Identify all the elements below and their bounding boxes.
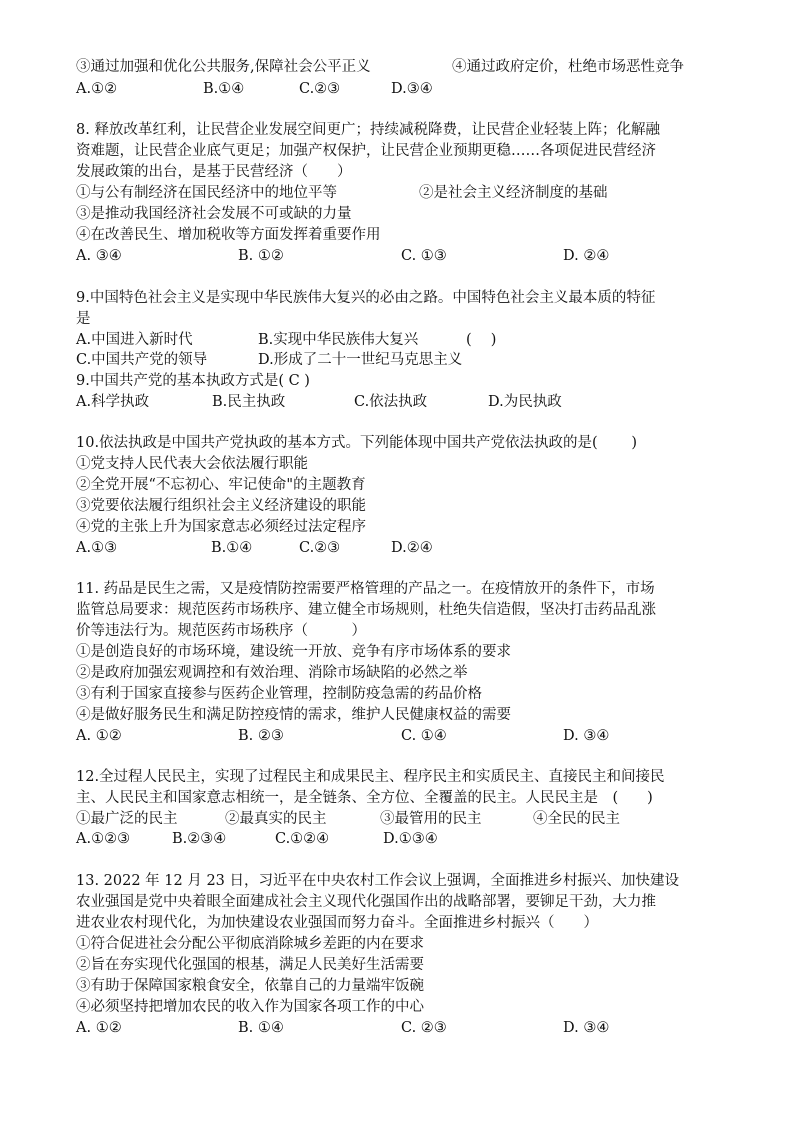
statement-1: ①党支持人民代表大会依法履行职能 xyxy=(76,456,308,472)
statement-2: ②是社会主义经济制度的基础 xyxy=(419,185,608,201)
option-c: C.中国共产党的领导 xyxy=(76,352,208,368)
option-a: A. ③④ xyxy=(76,248,122,264)
option-c: C.①②④ xyxy=(275,831,330,847)
statement-4: ④在改善民生、增加税收等方面发挥着重要作用 xyxy=(76,227,381,243)
question-12-stem: 12.全过程人民民主，实现了过程民主和成果民主、程序民主和实质民主、直接民主和间接民 xyxy=(76,769,665,785)
option-a: A.科学执政 xyxy=(76,394,150,410)
statement-1: ①符合促进社会分配公平彻底消除城乡差距的内在要求 xyxy=(76,936,424,952)
option-d: D.②④ xyxy=(391,540,433,556)
option-b: B. ②③ xyxy=(238,728,284,744)
option-d: D.为民执政 xyxy=(488,394,562,410)
statement-1: ①最广泛的民主 xyxy=(76,811,178,827)
statement-3: ③最管用的民主 xyxy=(380,811,482,827)
statement-3: ③是推动我国经济社会发展不可或缺的力量 xyxy=(76,206,352,222)
question-8-stem: 8. 释放改革红利，让民营企业发展空间更广；持续减税降费，让民营企业轻装上阵；化解融 xyxy=(76,122,660,138)
question-13-stem: 进农业农村现代化，为加快建设农业强国而努力奋斗。全面推进乡村振兴（ ） xyxy=(76,915,598,931)
question-8-stem: 资难题，让民营企业底气更足；加强产权保护，让民营企业预期更稳……各项促进民营经济 xyxy=(76,143,656,159)
option-d: D.①③④ xyxy=(383,831,438,847)
statement-4: ④通过政府定价，杜绝市场恶性竞争 xyxy=(452,59,684,75)
statement-1: ①是创造良好的市场环境，建设统一开放、竞争有序市场体系的要求 xyxy=(76,644,511,660)
option-b: B.实现中华民族伟大复兴 xyxy=(258,332,419,348)
question-12-stem: 主、人民民主和国家意志相统一，是全链条、全方位、全覆盖的民主。人民民主是 ( ) xyxy=(76,790,653,806)
question-13-stem: 农业强国是党中央着眼全面建成社会主义现代化强国作出的战略部署，要铆足干劲，大力推 xyxy=(76,894,656,910)
option-a: A.①③ xyxy=(76,540,118,556)
statement-3: ③有利于国家直接参与医药企业管理，控制防疫急需的药品价格 xyxy=(76,686,482,702)
option-c: C.②③ xyxy=(299,540,341,556)
question-10-stem: 10.依法执政是中国共产党执政的基本方式。下列能体现中国共产党依法执政的是( ) xyxy=(76,435,637,451)
question-9-stem: 9.中国特色社会主义是实现中华民族伟大复兴的必由之路。中国特色社会主义最本质的特征 xyxy=(76,290,656,306)
option-c: C. ②③ xyxy=(401,1020,447,1036)
statement-4: ④全民的民主 xyxy=(533,811,620,827)
statement-2: ②是政府加强宏观调控和有效治理、消除市场缺陷的必然之举 xyxy=(76,665,468,681)
option-a: A.中国进入新时代 xyxy=(76,332,193,348)
option-b: B. ①④ xyxy=(238,1020,284,1036)
question-11-stem: 监管总局要求：规范医药市场秩序、建立健全市场规则，杜绝失信造假，坚决打击药品乱涨 xyxy=(76,602,656,618)
option-b: B.①④ xyxy=(211,540,253,556)
option-b: B.②③④ xyxy=(172,831,227,847)
option-d: D. ②④ xyxy=(563,248,610,264)
option-c: C.②③ xyxy=(299,81,341,97)
option-b: B. ①② xyxy=(238,248,284,264)
statement-3: ③党要依法履行组织社会主义经济建设的职能 xyxy=(76,498,366,514)
statement-2: ②旨在夯实现代化强国的根基，满足人民美好生活需要 xyxy=(76,957,424,973)
statement-3: ③有助于保障国家粮食安全，依靠自己的力量端牢饭碗 xyxy=(76,978,424,994)
question-11-stem: 11. 药品是民生之需，又是疫情防控需要严格管理的产品之一。在疫情放开的条件下，市场 xyxy=(76,581,655,597)
statement-3: ③通过加强和优化公共服务,保障社会公平正义 xyxy=(76,59,371,75)
option-a: A. ①② xyxy=(76,1020,122,1036)
statement-4: ④必须坚持把增加农民的收入作为国家各项工作的中心 xyxy=(76,999,424,1015)
statement-4: ④是做好服务民生和满足防控疫情的需求，维护人民健康权益的需要 xyxy=(76,707,511,723)
question-8-stem: 发展政策的出台，是基于民营经济（ ） xyxy=(76,164,352,180)
option-a: A. ①② xyxy=(76,728,122,744)
option-d: D. ③④ xyxy=(563,728,610,744)
option-d: D. ③④ xyxy=(563,1020,610,1036)
option-d: D.③④ xyxy=(391,81,433,97)
statement-1: ①与公有制经济在国民经济中的地位平等 xyxy=(76,185,337,201)
question-13-stem: 13. 2022 年 12 月 23 日，习近平在中央农村工作会议上强调，全面推进乡村振兴、加快建设 xyxy=(76,873,680,889)
statement-4: ④党的主张上升为国家意志必须经过法定程序 xyxy=(76,519,366,535)
option-c: C.依法执政 xyxy=(354,394,428,410)
option-b: B.民主执政 xyxy=(212,394,286,410)
answer-parentheses: ( ) xyxy=(466,332,497,348)
statement-2: ②最真实的民主 xyxy=(225,811,327,827)
question-9-stem: 是 xyxy=(76,311,91,327)
option-c: C. ①③ xyxy=(401,248,447,264)
question-9b-stem: 9.中国共产党的基本执政方式是( C ) xyxy=(76,373,310,389)
question-11-stem: 价等违法行为。规范医药市场秩序（ ） xyxy=(76,623,366,639)
option-a: A.①② xyxy=(76,81,118,97)
statement-2: ②全党开展“不忘初心、牢记使命"的主题教育 xyxy=(76,477,366,493)
option-c: C. ①④ xyxy=(401,728,447,744)
option-d: D.形成了二十一世纪马克思主义 xyxy=(258,352,463,368)
option-a: A.①②③ xyxy=(76,831,131,847)
option-b: B.①④ xyxy=(203,81,245,97)
